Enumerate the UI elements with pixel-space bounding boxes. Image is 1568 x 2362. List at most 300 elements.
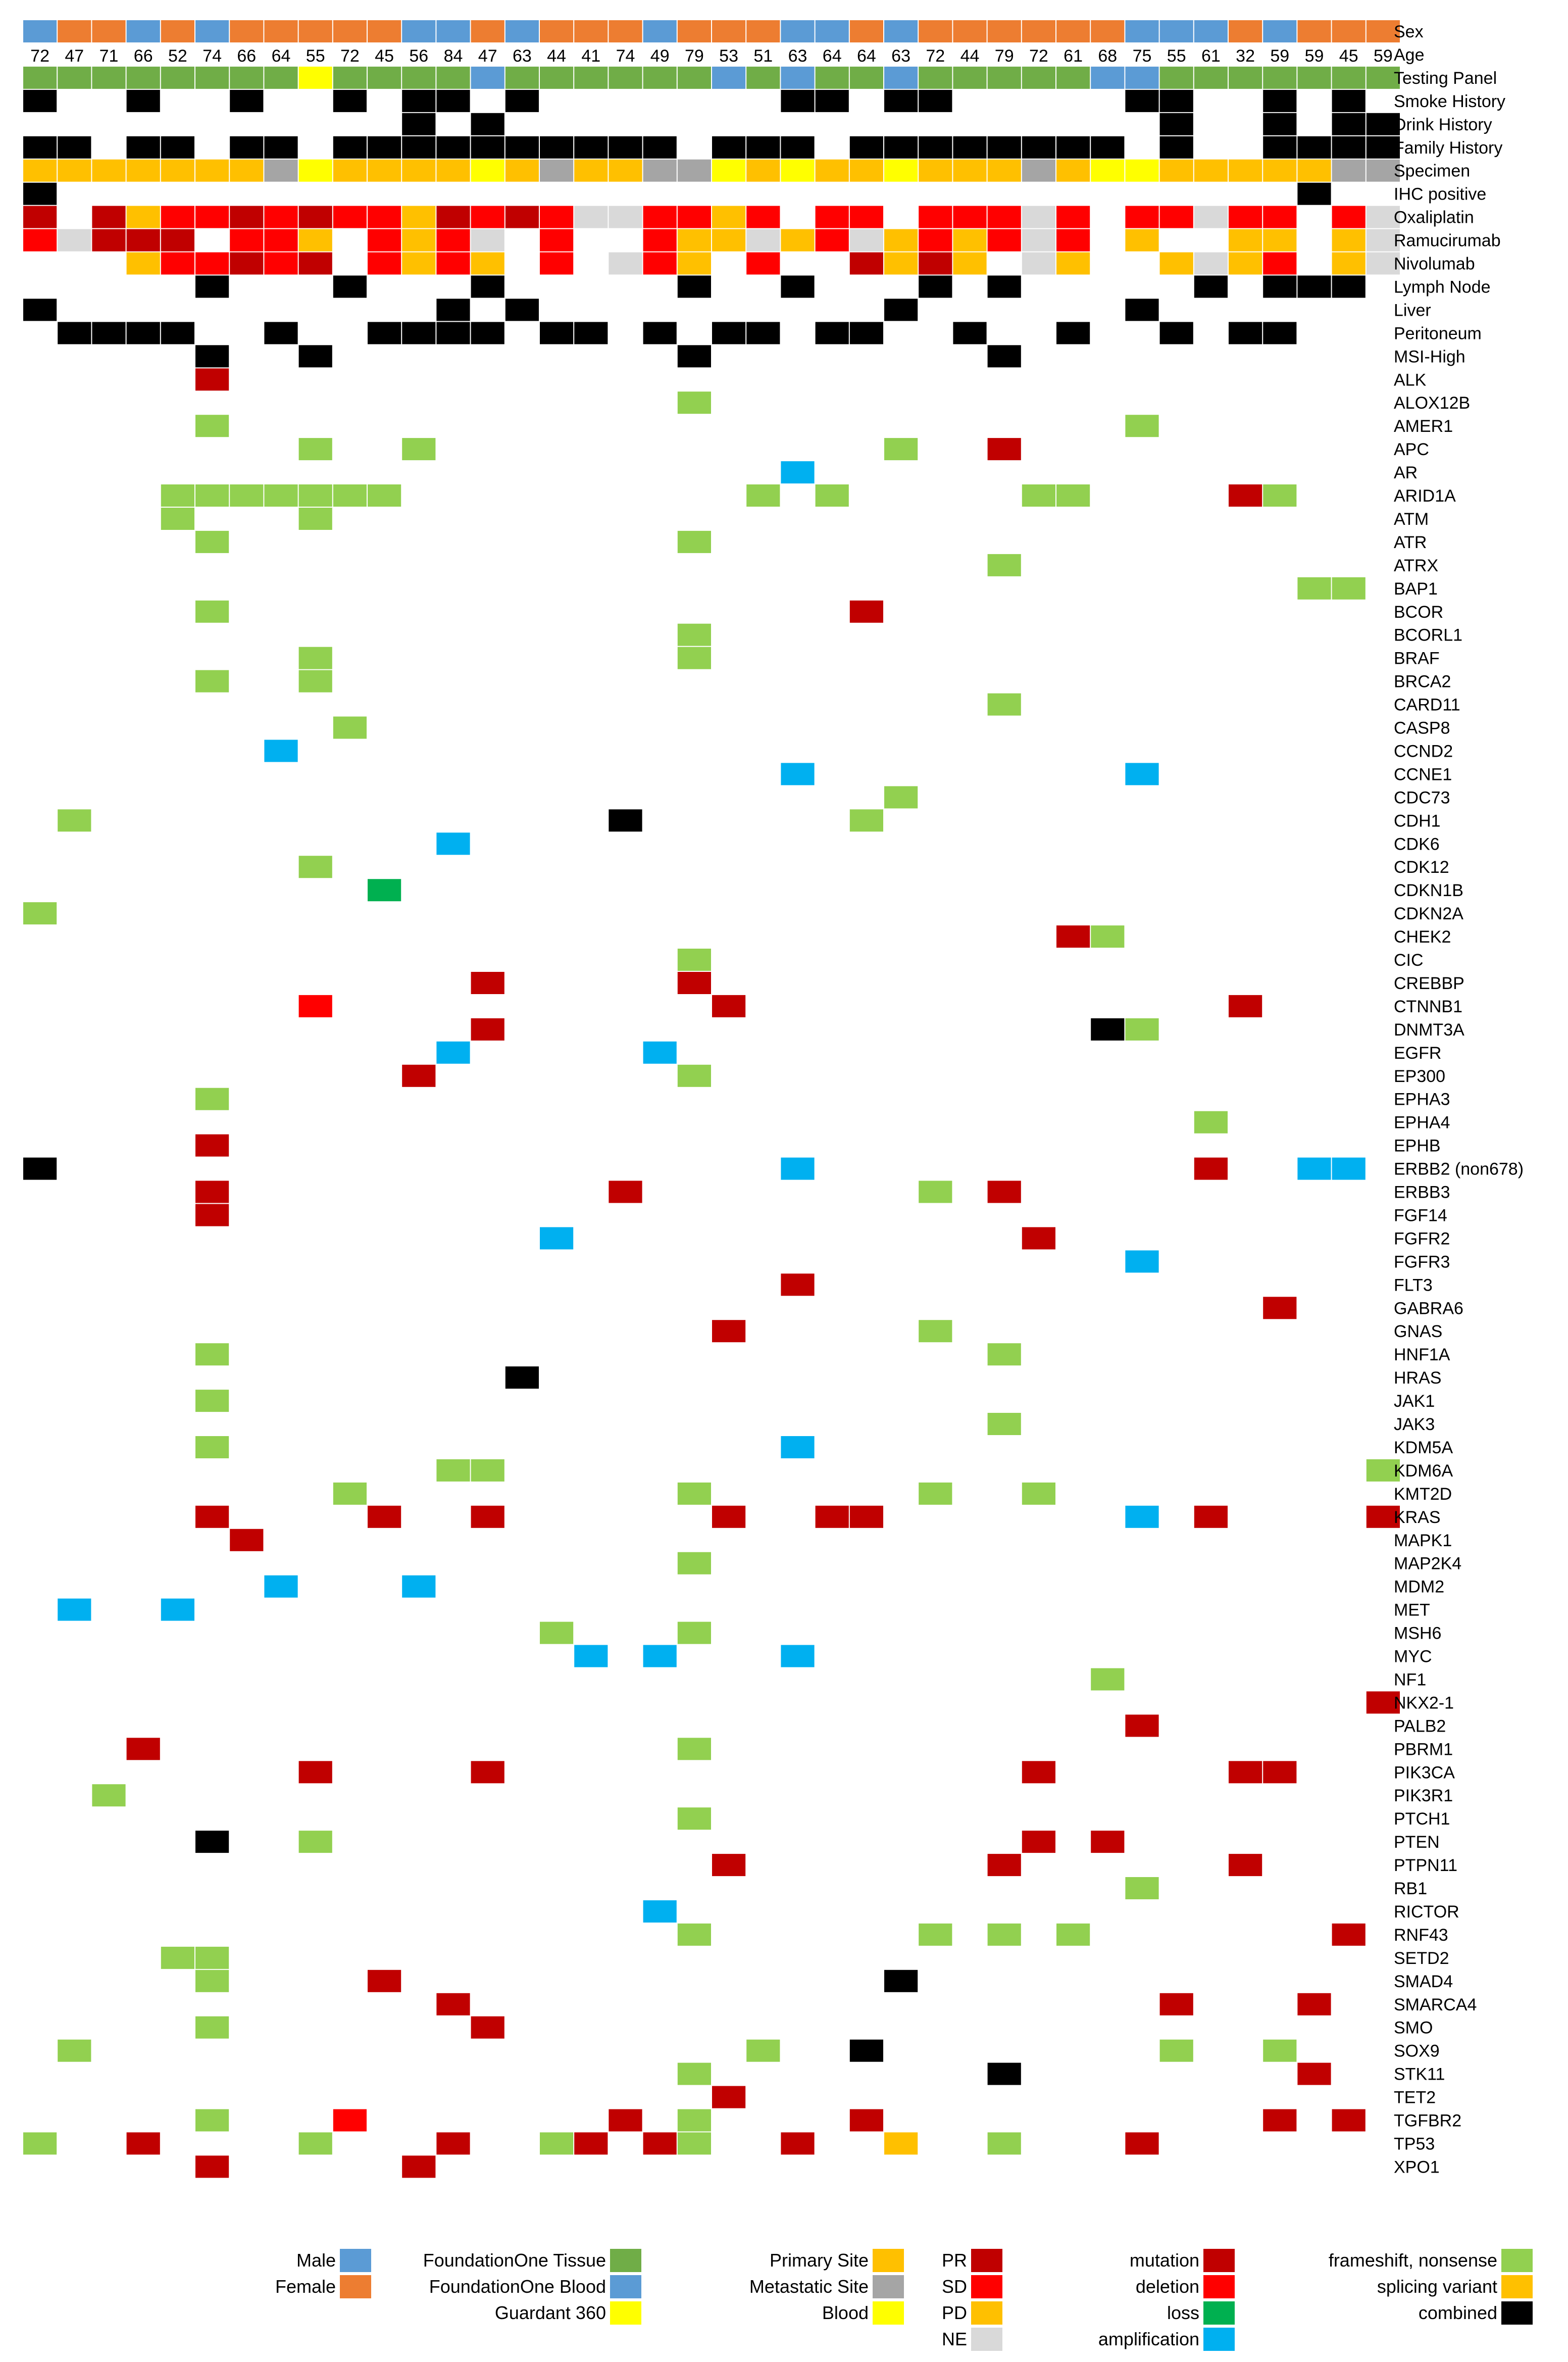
age-label: 72 <box>1029 46 1048 66</box>
cell-cdh1-frameshift-2 <box>58 809 91 831</box>
cell-family-history-yes-13 <box>436 136 470 159</box>
cell-ramucirumab-SD-16 <box>540 229 573 252</box>
cell-sex-female-32 <box>1091 20 1124 42</box>
cell-tet2-mutation-21 <box>712 2086 745 2108</box>
cell-chek2-frameshift-32 <box>1091 925 1124 948</box>
cell-oxaliplatin-SD-8 <box>264 206 297 228</box>
cell-sex-female-9 <box>299 20 332 42</box>
cell-ctnnb1-mutation-36 <box>1229 995 1262 1017</box>
cell-smad4-combined-26 <box>884 1970 918 1992</box>
age-label: 79 <box>684 46 704 66</box>
cell-oxaliplatin-PD-21 <box>712 206 745 228</box>
cell-nivolumab-PD-31 <box>1056 253 1090 275</box>
age-label: 79 <box>994 46 1014 66</box>
age-label: 66 <box>133 46 153 66</box>
cell-nivolumab-PR-25 <box>850 253 883 275</box>
row-label-erbb3: ERBB3 <box>1394 1183 1450 1202</box>
cell-oxaliplatin-SD-27 <box>919 206 952 228</box>
cell-ramucirumab-SD-8 <box>264 229 297 252</box>
cell-family-history-yes-39 <box>1332 136 1365 159</box>
cell-drink-history-yes-37 <box>1263 113 1296 135</box>
cell-dnmt3a-frameshift-33 <box>1125 1018 1158 1041</box>
cell-testing-panel-f1tissue-13 <box>436 67 470 89</box>
cell-atrx-frameshift-29 <box>988 554 1021 576</box>
cell-tp53-mutation-19 <box>643 2132 677 2154</box>
age-label: 47 <box>478 46 497 66</box>
cell-family-history-yes-18 <box>609 136 642 159</box>
cell-tgfbr2-mutation-25 <box>850 2109 883 2132</box>
cell-smoke-history-yes-24 <box>816 90 849 112</box>
age-label: 63 <box>512 46 532 66</box>
cell-specimen-primary-1 <box>23 160 57 182</box>
cell-rictor-amplification-19 <box>643 1900 677 1923</box>
legend-label-guardant-360: Guardant 360 <box>494 2302 606 2323</box>
cell-erbb3-mutation-18 <box>609 1181 642 1203</box>
cell-smoke-history-yes-1 <box>23 90 57 112</box>
cell-smo-mutation-14 <box>471 2016 504 2039</box>
cell-ptch1-frameshift-20 <box>678 1807 711 1830</box>
cell-smoke-history-yes-10 <box>333 90 367 112</box>
cell-specimen-metastatic-19 <box>643 160 677 182</box>
cell-peritoneum-yes-16 <box>540 322 573 344</box>
row-label-amer1: AMER1 <box>1394 417 1453 436</box>
cell-kras-mutation-25 <box>850 1506 883 1528</box>
cell-pten-mutation-30 <box>1022 1831 1055 1853</box>
cell-testing-panel-f1tissue-25 <box>850 67 883 89</box>
row-label-ptpn11: PTPN11 <box>1394 1856 1457 1876</box>
cell-brca2-frameshift-6 <box>195 670 229 693</box>
cell-egfr-amplification-19 <box>643 1042 677 1064</box>
cell-nivolumab-PD-36 <box>1229 253 1262 275</box>
row-label-xpo1: XPO1 <box>1394 2157 1440 2177</box>
cell-testing-panel-f1tissue-16 <box>540 67 573 89</box>
cell-kras-mutation-6 <box>195 1506 229 1528</box>
cell-family-history-yes-21 <box>712 136 745 159</box>
cell-ramucirumab-PD-28 <box>953 229 986 252</box>
row-label-met: MET <box>1394 1600 1430 1620</box>
cell-oxaliplatin-NE-17 <box>574 206 608 228</box>
legend-swatch-sd <box>971 2275 1002 2298</box>
cell-tp53-mutation-17 <box>574 2132 608 2154</box>
cell-ramucirumab-SD-27 <box>919 229 952 252</box>
cell-testing-panel-f1tissue-29 <box>988 67 1021 89</box>
cell-gabra6-mutation-37 <box>1263 1297 1296 1319</box>
cell-ramucirumab-SD-1 <box>23 229 57 252</box>
cell-testing-panel-f1tissue-31 <box>1056 67 1090 89</box>
cell-nivolumab-PD-39 <box>1332 253 1365 275</box>
age-label: 59 <box>1270 46 1290 66</box>
cell-specimen-metastatic-16 <box>540 160 573 182</box>
cell-erbb2-non678-combined-1 <box>23 1158 57 1180</box>
cell-rnf43-frameshift-31 <box>1056 1924 1090 1946</box>
row-label-egfr: EGFR <box>1394 1043 1442 1063</box>
row-label-bcorl1: BCORL1 <box>1394 625 1463 645</box>
cell-sex-male-35 <box>1194 20 1228 42</box>
row-label-smarca4: SMARCA4 <box>1394 1995 1477 2014</box>
cell-pbrm1-frameshift-20 <box>678 1738 711 1760</box>
cell-arid1a-frameshift-5 <box>161 484 194 507</box>
cell-sex-male-15 <box>505 20 539 42</box>
row-label-pbrm1: PBRM1 <box>1394 1740 1453 1759</box>
cell-oxaliplatin-SD-6 <box>195 206 229 228</box>
row-label-tp53: TP53 <box>1394 2134 1435 2154</box>
cell-smoke-history-yes-26 <box>884 90 918 112</box>
cell-peritoneum-yes-12 <box>402 322 435 344</box>
cell-drink-history-yes-12 <box>402 113 435 135</box>
cell-mapk1-mutation-7 <box>230 1529 263 1551</box>
cell-arid1a-frameshift-30 <box>1022 484 1055 507</box>
cell-family-history-yes-23 <box>781 136 814 159</box>
cell-specimen-metastatic-39 <box>1332 160 1365 182</box>
cell-ramucirumab-PD-39 <box>1332 229 1365 252</box>
cell-specimen-metastatic-30 <box>1022 160 1055 182</box>
cell-lymph-node-yes-23 <box>781 276 814 298</box>
cell-gnas-frameshift-27 <box>919 1320 952 1342</box>
cell-family-history-yes-30 <box>1022 136 1055 159</box>
cell-pik3ca-mutation-14 <box>471 1761 504 1783</box>
cell-testing-panel-f1tissue-6 <box>195 67 229 89</box>
row-label-mdm2: MDM2 <box>1394 1577 1445 1597</box>
cell-peritoneum-yes-21 <box>712 322 745 344</box>
cell-kdm6a-frameshift-13 <box>436 1459 470 1482</box>
cell-pten-frameshift-9 <box>299 1831 332 1853</box>
cell-sex-female-36 <box>1229 20 1262 42</box>
cell-nivolumab-NE-35 <box>1194 253 1228 275</box>
cell-sox9-frameshift-22 <box>746 2040 780 2062</box>
cell-family-history-yes-27 <box>919 136 952 159</box>
cell-met-amplification-2 <box>58 1599 91 1621</box>
cell-nivolumab-SD-11 <box>368 253 401 275</box>
cell-alk-mutation-6 <box>195 368 229 390</box>
cell-specimen-primary-34 <box>1160 160 1193 182</box>
row-label-pik3ca: PIK3CA <box>1394 1763 1455 1783</box>
legend <box>275 2249 1533 2351</box>
cell-ihc-positive-yes-1 <box>23 183 57 205</box>
cell-peritoneum-yes-17 <box>574 322 608 344</box>
cell-jak3-frameshift-29 <box>988 1413 1021 1435</box>
cell-chek2-mutation-31 <box>1056 925 1090 948</box>
cell-kras-mutation-21 <box>712 1506 745 1528</box>
cell-nivolumab-PD-34 <box>1160 253 1193 275</box>
cell-oxaliplatin-PR-3 <box>92 206 125 228</box>
row-label-ccnd2: CCND2 <box>1394 742 1453 761</box>
cell-smoke-history-yes-27 <box>919 90 952 112</box>
cell-testing-panel-f1tissue-34 <box>1160 67 1193 89</box>
cell-ramucirumab-PR-3 <box>92 229 125 252</box>
cell-msi-high-yes-6 <box>195 345 229 367</box>
cell-pik3r1-frameshift-3 <box>92 1784 125 1806</box>
cell-pbrm1-mutation-4 <box>127 1738 160 1760</box>
cell-oxaliplatin-SD-24 <box>816 206 849 228</box>
row-label-rnf43: RNF43 <box>1394 1925 1448 1945</box>
cell-sex-female-11 <box>368 20 401 42</box>
cell-family-history-yes-17 <box>574 136 608 159</box>
row-label-flt3: FLT3 <box>1394 1275 1433 1295</box>
row-label-smad4: SMAD4 <box>1394 1972 1453 1991</box>
cell-smarca4-mutation-34 <box>1160 1993 1193 2015</box>
cell-testing-panel-f1tissue-24 <box>816 67 849 89</box>
cell-fgfr3-amplification-33 <box>1125 1250 1158 1272</box>
cell-testing-panel-f1tissue-18 <box>609 67 642 89</box>
cell-family-history-yes-34 <box>1160 136 1193 159</box>
cell-msh6-frameshift-16 <box>540 1622 573 1644</box>
legend-label-deletion: deletion <box>1135 2276 1199 2297</box>
cell-tgfbr2-frameshift-20 <box>678 2109 711 2132</box>
cell-oxaliplatin-PD-12 <box>402 206 435 228</box>
cell-specimen-primary-27 <box>919 160 952 182</box>
cell-specimen-primary-37 <box>1263 160 1296 182</box>
row-label-ptch1: PTCH1 <box>1394 1809 1450 1829</box>
age-label: 61 <box>1201 46 1221 66</box>
cell-arid1a-frameshift-24 <box>816 484 849 507</box>
row-label-alk: ALK <box>1394 370 1427 390</box>
row-label-casp8: CASP8 <box>1394 718 1450 738</box>
cell-family-history-yes-15 <box>505 136 539 159</box>
cell-testing-panel-f1tissue-17 <box>574 67 608 89</box>
row-label-rictor: RICTOR <box>1394 1902 1459 1922</box>
age-label: 71 <box>99 46 119 66</box>
age-label: 55 <box>1167 46 1186 66</box>
cell-erbb3-mutation-29 <box>988 1181 1021 1203</box>
cell-nf1-frameshift-32 <box>1091 1668 1124 1691</box>
cell-testing-panel-f1tissue-8 <box>264 67 297 89</box>
cell-oxaliplatin-SD-34 <box>1160 206 1193 228</box>
cell-bcor-mutation-25 <box>850 601 883 623</box>
cell-oxaliplatin-SD-39 <box>1332 206 1365 228</box>
cell-ramucirumab-NE-2 <box>58 229 91 252</box>
legend-swatch-metastatic-site <box>873 2275 904 2298</box>
cell-testing-panel-f1tissue-5 <box>161 67 194 89</box>
cell-drink-history-yes-14 <box>471 113 504 135</box>
legend-label-loss: loss <box>1167 2302 1199 2323</box>
row-label-cdkn1b: CDKN1B <box>1394 881 1463 901</box>
cell-ramucirumab-SD-31 <box>1056 229 1090 252</box>
cell-specimen-primary-38 <box>1297 160 1331 182</box>
row-label-hnf1a: HNF1A <box>1394 1345 1450 1365</box>
heatmap-grid <box>23 20 1400 2178</box>
cell-ramucirumab-PD-23 <box>781 229 814 252</box>
row-label-cdkn2a: CDKN2A <box>1394 904 1463 924</box>
row-label-kdm6a: KDM6A <box>1394 1461 1453 1481</box>
cell-hnf1a-frameshift-29 <box>988 1343 1021 1365</box>
cell-ep300-mutation-12 <box>402 1065 435 1087</box>
age-label: 32 <box>1236 46 1255 66</box>
cell-ramucirumab-PD-21 <box>712 229 745 252</box>
row-label-braf: BRAF <box>1394 649 1440 668</box>
cell-ephb-mutation-6 <box>195 1135 229 1157</box>
cell-testing-panel-f1blood-33 <box>1125 67 1158 89</box>
cell-lymph-node-yes-37 <box>1263 276 1296 298</box>
cell-nivolumab-SD-22 <box>746 253 780 275</box>
cell-specimen-metastatic-20 <box>678 160 711 182</box>
age-label: 56 <box>409 46 429 66</box>
cell-specimen-primary-28 <box>953 160 986 182</box>
cell-testing-panel-f1tissue-4 <box>127 67 160 89</box>
cell-sex-female-5 <box>161 20 194 42</box>
cell-card11-frameshift-29 <box>988 694 1021 716</box>
cell-tp53-splicing-26 <box>884 2132 918 2154</box>
cell-peritoneum-yes-13 <box>436 322 470 344</box>
row-label-cic: CIC <box>1394 951 1424 970</box>
age-label: 64 <box>822 46 842 66</box>
cell-lymph-node-yes-29 <box>988 276 1021 298</box>
legend-label-splicing-variant: splicing variant <box>1377 2276 1497 2297</box>
cell-arid1a-frameshift-10 <box>333 484 367 507</box>
cell-ctnnb1-mutation-21 <box>712 995 745 1017</box>
cell-family-history-yes-5 <box>161 136 194 159</box>
cell-lymph-node-yes-20 <box>678 276 711 298</box>
cell-amer1-frameshift-6 <box>195 415 229 437</box>
cell-erbb2-non678-mutation-35 <box>1194 1158 1228 1180</box>
cell-lymph-node-yes-27 <box>919 276 952 298</box>
cell-bcor-frameshift-6 <box>195 601 229 623</box>
row-label-bcor: BCOR <box>1394 602 1444 622</box>
cell-testing-panel-f1tissue-15 <box>505 67 539 89</box>
cell-gnas-mutation-21 <box>712 1320 745 1342</box>
cell-map2k4-frameshift-20 <box>678 1552 711 1574</box>
cell-fgfr2-mutation-30 <box>1022 1227 1055 1249</box>
age-label: 61 <box>1064 46 1083 66</box>
cell-testing-panel-f1tissue-12 <box>402 67 435 89</box>
cell-tp53-mutation-13 <box>436 2132 470 2154</box>
row-label-smo: SMO <box>1394 2018 1433 2038</box>
cell-stk11-mutation-38 <box>1297 2063 1331 2085</box>
age-label: 68 <box>1098 46 1118 66</box>
cell-nivolumab-NE-18 <box>609 253 642 275</box>
row-label-kras: KRAS <box>1394 1507 1441 1527</box>
legend-label-blood: Blood <box>822 2302 869 2323</box>
cell-testing-panel-g360-9 <box>299 67 332 89</box>
row-label-ep300: EP300 <box>1394 1066 1446 1086</box>
cell-sex-female-14 <box>471 20 504 42</box>
cell-setd2-frameshift-6 <box>195 1947 229 1969</box>
legend-swatch-female <box>340 2275 371 2298</box>
cell-tp53-frameshift-9 <box>299 2132 332 2154</box>
cell-family-history-yes-16 <box>540 136 573 159</box>
row-label-map2k4: MAP2K4 <box>1394 1554 1462 1573</box>
cell-peritoneum-yes-8 <box>264 322 297 344</box>
cell-smarca4-mutation-38 <box>1297 1993 1331 2015</box>
cell-alox12b-frameshift-20 <box>678 391 711 414</box>
legend-label-metastatic-site: Metastatic Site <box>749 2276 869 2297</box>
cell-ramucirumab-SD-7 <box>230 229 263 252</box>
cell-nivolumab-PD-12 <box>402 253 435 275</box>
cell-msi-high-yes-20 <box>678 345 711 367</box>
row-label-nkx2-1: NKX2-1 <box>1394 1693 1454 1713</box>
cell-ramucirumab-PD-33 <box>1125 229 1158 252</box>
cell-pten-mutation-32 <box>1091 1831 1124 1853</box>
cell-family-history-yes-38 <box>1297 136 1331 159</box>
age-label: 74 <box>203 46 222 66</box>
cell-testing-panel-f1tissue-10 <box>333 67 367 89</box>
row-label-drink-history: Drink History <box>1394 115 1492 134</box>
row-label-sex: Sex <box>1394 22 1424 41</box>
row-label-rb1: RB1 <box>1394 1879 1428 1898</box>
cell-specimen-primary-36 <box>1229 160 1262 182</box>
cell-ramucirumab-PD-26 <box>884 229 918 252</box>
cell-testing-panel-f1tissue-28 <box>953 67 986 89</box>
cell-testing-panel-f1tissue-7 <box>230 67 263 89</box>
cell-bap1-frameshift-38 <box>1297 577 1331 600</box>
age-label: 45 <box>1339 46 1358 66</box>
age-label: 59 <box>1373 46 1393 66</box>
row-label-nivolumab: Nivolumab <box>1394 254 1475 274</box>
cell-hnf1a-frameshift-6 <box>195 1343 229 1365</box>
cell-testing-panel-f1tissue-39 <box>1332 67 1365 89</box>
cell-sex-male-24 <box>816 20 849 42</box>
cell-smo-frameshift-6 <box>195 2016 229 2039</box>
cell-specimen-primary-29 <box>988 160 1021 182</box>
cell-smoke-history-yes-15 <box>505 90 539 112</box>
row-label-setd2: SETD2 <box>1394 1948 1449 1968</box>
cell-kras-mutation-24 <box>816 1506 849 1528</box>
cell-specimen-blood-14 <box>471 160 504 182</box>
row-label-peritoneum: Peritoneum <box>1394 324 1482 343</box>
row-label-alox12b: ALOX12B <box>1394 393 1471 413</box>
cell-kras-mutation-11 <box>368 1506 401 1528</box>
cell-sex-female-7 <box>230 20 263 42</box>
cell-ar-amplification-23 <box>781 461 814 483</box>
row-label-epha3: EPHA3 <box>1394 1090 1450 1109</box>
age-label: 72 <box>340 46 360 66</box>
cell-rb1-frameshift-33 <box>1125 1877 1158 1899</box>
cell-jak1-frameshift-6 <box>195 1390 229 1412</box>
cell-family-history-yes-19 <box>643 136 677 159</box>
row-label-sox9: SOX9 <box>1394 2041 1440 2061</box>
row-label-msi-high: MSI-High <box>1394 347 1465 367</box>
cell-oxaliplatin-PR-7 <box>230 206 263 228</box>
cell-sex-female-28 <box>953 20 986 42</box>
cell-oxaliplatin-SD-5 <box>161 206 194 228</box>
cell-sex-female-20 <box>678 20 711 42</box>
cell-testing-panel-f1tissue-2 <box>58 67 91 89</box>
cell-sex-female-22 <box>746 20 780 42</box>
cell-oxaliplatin-NE-35 <box>1194 206 1228 228</box>
row-label-jak1: JAK1 <box>1394 1392 1435 1411</box>
cell-sex-male-12 <box>402 20 435 42</box>
cell-sex-male-6 <box>195 20 229 42</box>
row-label-cdk6: CDK6 <box>1394 834 1440 854</box>
cell-sex-female-21 <box>712 20 745 42</box>
cell-liver-yes-15 <box>505 299 539 321</box>
cell-oxaliplatin-PD-4 <box>127 206 160 228</box>
age-label: 84 <box>443 46 463 66</box>
age-label: 55 <box>306 46 325 66</box>
cell-tp53-mutation-4 <box>127 2132 160 2154</box>
cell-smoke-history-yes-34 <box>1160 90 1193 112</box>
cell-apc-frameshift-12 <box>402 438 435 460</box>
cell-ramucirumab-PR-5 <box>161 229 194 252</box>
cell-ramucirumab-NE-14 <box>471 229 504 252</box>
cell-specimen-primary-2 <box>58 160 91 182</box>
cell-smoke-history-yes-13 <box>436 90 470 112</box>
row-label-gabra6: GABRA6 <box>1394 1299 1463 1318</box>
age-label: 63 <box>788 46 807 66</box>
row-label-family-history: Family History <box>1394 138 1503 158</box>
legend-swatch-mutation <box>1203 2249 1235 2272</box>
cell-pik3ca-mutation-9 <box>299 1761 332 1783</box>
cell-pik3ca-mutation-30 <box>1022 1761 1055 1783</box>
row-label-epha4: EPHA4 <box>1394 1113 1450 1133</box>
cell-specimen-primary-22 <box>746 160 780 182</box>
cell-cdk12-frameshift-9 <box>299 856 332 878</box>
row-label-ccne1: CCNE1 <box>1394 765 1452 784</box>
cell-arid1a-frameshift-6 <box>195 484 229 507</box>
cell-peritoneum-yes-11 <box>368 322 401 344</box>
age-label: 59 <box>1304 46 1324 66</box>
cell-atm-frameshift-9 <box>299 508 332 530</box>
cell-peritoneum-yes-22 <box>746 322 780 344</box>
